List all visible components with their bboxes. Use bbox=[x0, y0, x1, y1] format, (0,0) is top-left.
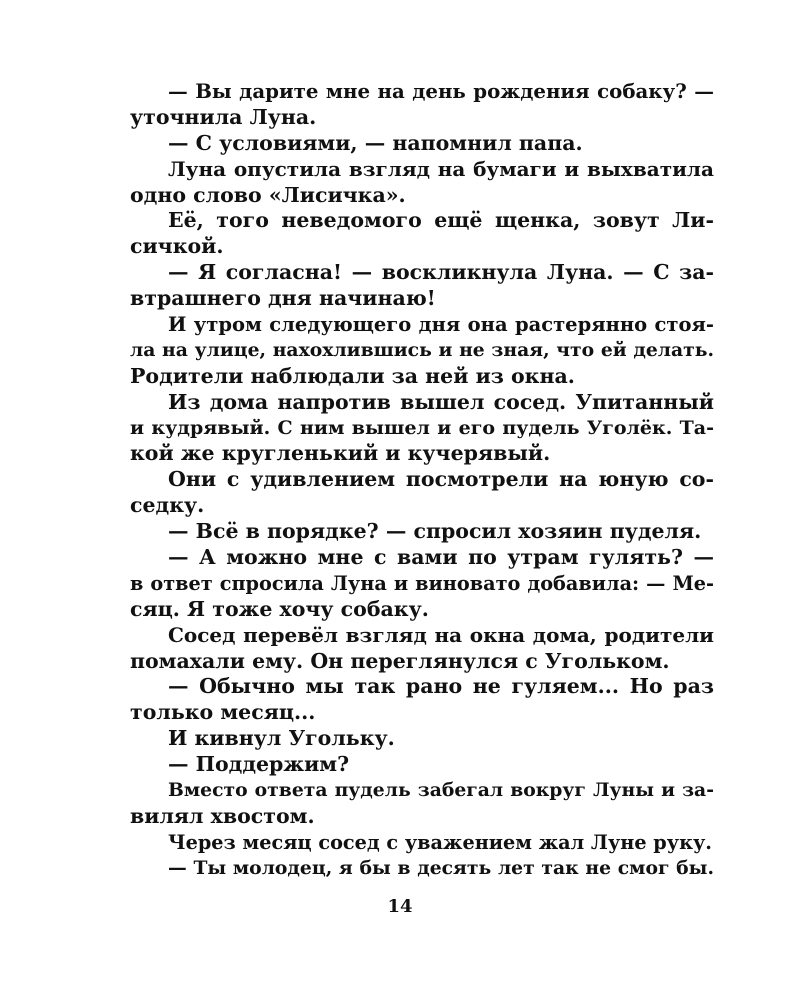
text-line: Вместо ответа пудель забегал вокруг Луны и за- bbox=[168, 779, 714, 802]
page-number: 14 bbox=[387, 896, 413, 917]
text-line: И утром следующего дня она растерянно стоя- bbox=[168, 313, 714, 337]
text-line: и кудрявый. С ним вышел и его пудель Уголёк. Та- bbox=[130, 416, 714, 439]
text-line: И кивнул Угольку. bbox=[168, 726, 395, 751]
text-line: Родители наблюдали за ней из окна. bbox=[130, 363, 575, 388]
text-line: уточнила Луна. bbox=[130, 104, 317, 129]
text-line: — Обычно мы так рано не гуляем... Но раз bbox=[168, 674, 714, 699]
text-line: только месяц... bbox=[130, 700, 316, 725]
text-line: Луна опустила взгляд на бумаги и выхватила bbox=[168, 156, 714, 181]
text-line: втрашнего дня начинаю! bbox=[130, 286, 436, 311]
text-line: — Я согласна! — воскликнула Луна. — С за- bbox=[168, 260, 714, 285]
text-line: вилял хвостом. bbox=[130, 803, 315, 828]
text-line: — Поддержим? bbox=[168, 752, 350, 777]
text-line: седку. bbox=[130, 493, 205, 518]
text-line: Из дома напротив вышел сосед. Упитанный bbox=[168, 389, 714, 414]
text-line: одно слово «Лисичка». bbox=[130, 182, 406, 207]
text-line: кой же кругленький и кучерявый. bbox=[130, 441, 551, 466]
text-line: ла на улице, нахохлившись и не зная, что ей делать. bbox=[130, 338, 714, 361]
text-line: — Всё в порядке? — спросил хозяин пуделя. bbox=[168, 519, 702, 544]
text-line: Сосед перевёл взгляд на окна дома, родители bbox=[168, 622, 714, 647]
text-line: — А можно мне с вами по утрам гулять? — bbox=[168, 545, 714, 570]
text-line: в ответ спросила Луна и виновато добавила: — Ме- bbox=[130, 571, 714, 595]
text-line: Её, того неведомого ещё щенка, зовут Ли- bbox=[168, 208, 714, 233]
text-line: сичкой. bbox=[130, 234, 224, 259]
body-text bbox=[130, 79, 714, 882]
text-line: Через месяц сосед с уважением жал Луне руку. bbox=[168, 830, 713, 854]
text-line: Они с удивлением посмотрели на юную со- bbox=[168, 467, 714, 492]
text-line: помахали ему. Он переглянулся с Угольком. bbox=[130, 648, 670, 673]
text-line: — Вы дарите мне на день рождения собаку? — bbox=[168, 79, 714, 103]
text-line: — С условиями, — напомнил папа. bbox=[168, 130, 583, 155]
text-line: сяц. Я тоже хочу собаку. bbox=[130, 596, 429, 621]
text-line: — Ты молодец, я бы в десять лет так не смог бы. bbox=[168, 856, 714, 879]
